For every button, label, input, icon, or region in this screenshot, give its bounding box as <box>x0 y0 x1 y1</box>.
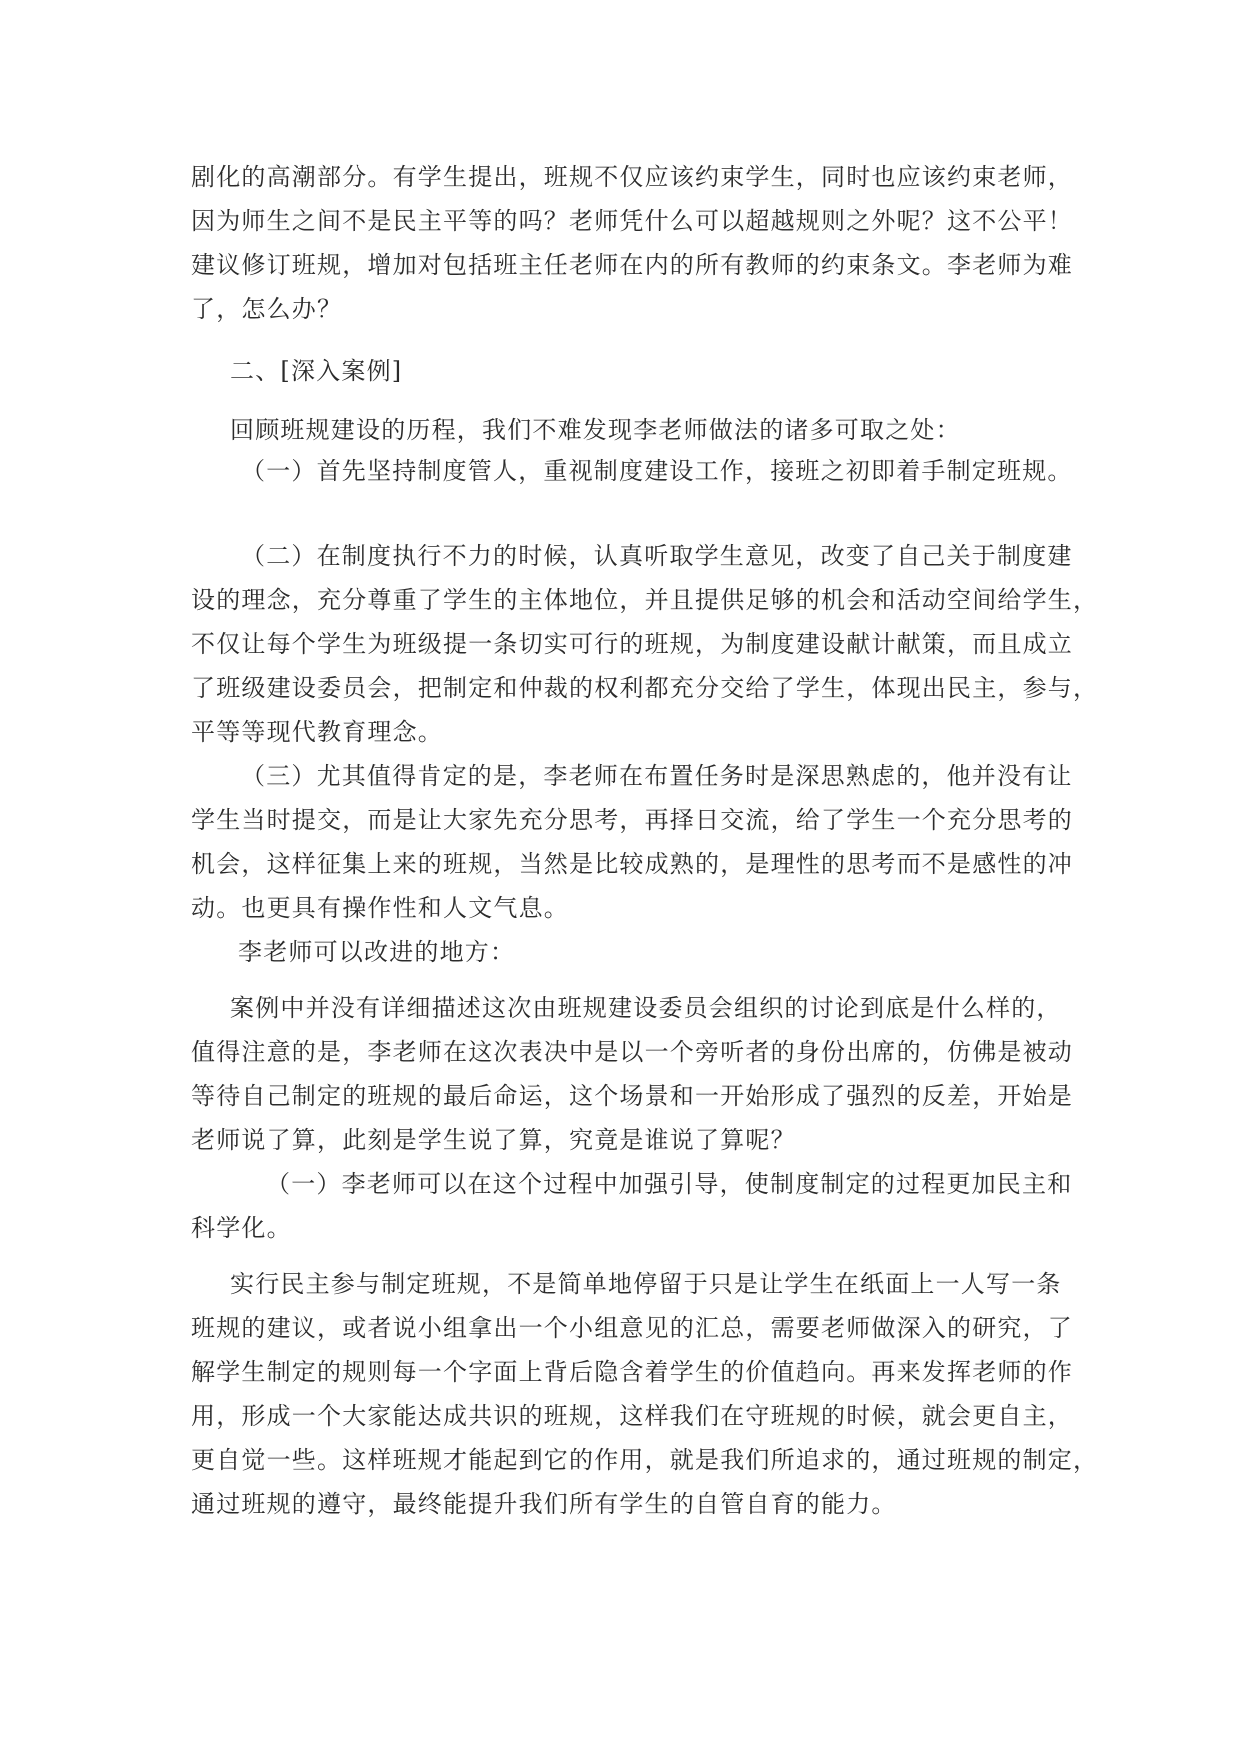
text-line: 学生当时提交，而是让大家先充分思考，再择日交流，给了学生一个充分思考的 <box>191 806 1073 834</box>
text-line: 值得注意的是，李老师在这次表决中是以一个旁听者的身份出席的，仿佛是被动 <box>191 1038 1073 1066</box>
text-line: 老师说了算，此刻是学生说了算，究竟是谁说了算呢？ <box>191 1126 796 1154</box>
text-line: 因为师生之间不是民主平等的吗？老师凭什么可以超越规则之外呢？这不公平！ <box>191 207 1073 235</box>
text-line: （一）首先坚持制度管人，重视制度建设工作，接班之初即着手制定班规。 <box>241 457 1073 485</box>
text-line: 更自觉一些。这样班规才能起到它的作用，就是我们所追求的，通过班规的制定， <box>191 1446 1099 1474</box>
text-line: 了，怎么办？ <box>191 295 343 323</box>
text-line: 建议修订班规，增加对包括班主任老师在内的所有教师的约束条文。李老师为难 <box>191 251 1073 279</box>
text-line: 科学化。 <box>191 1214 292 1242</box>
text-line: 平等等现代教育理念。 <box>191 718 443 746</box>
text-line: 用，形成一个大家能达成共识的班规，这样我们在守班规的时候，就会更自主， <box>191 1402 1073 1430</box>
text-line: 班规的建议，或者说小组拿出一个小组意见的汇总，需要老师做深入的研究，了 <box>191 1314 1073 1342</box>
subheading: 李老师可以改进的地方： <box>238 938 516 966</box>
text-line: 不仅让每个学生为班级提一条切实可行的班规，为制度建设献计献策，而且成立 <box>191 630 1073 658</box>
text-line: 动。也更具有操作性和人文气息。 <box>191 894 569 922</box>
text-line: 实行民主参与制定班规，不是简单地停留于只是让学生在纸面上一人写一条 <box>230 1270 1062 1298</box>
text-line: （二）在制度执行不力的时候，认真听取学生意见，改变了自己关于制度建 <box>241 542 1073 570</box>
text-line: 等待自己制定的班规的最后命运，这个场景和一开始形成了强烈的反差，开始是 <box>191 1082 1073 1110</box>
text-line: 设的理念，充分尊重了学生的主体地位，并且提供足够的机会和活动空间给学生， <box>191 586 1099 614</box>
text-line: 回顾班规建设的历程，我们不难发现李老师做法的诸多可取之处： <box>230 416 961 444</box>
text-line: 解学生制定的规则每一个字面上背后隐含着学生的价值趋向。再来发挥老师的作 <box>191 1358 1073 1386</box>
text-line: 剧化的高潮部分。有学生提出，班规不仅应该约束学生，同时也应该约束老师， <box>191 163 1073 191</box>
text-line: 通过班规的遵守，最终能提升我们所有学生的自管自育的能力。 <box>191 1490 897 1518</box>
text-line: （一）李老师可以在这个过程中加强引导，使制度制定的过程更加民主和 <box>266 1170 1073 1198</box>
text-line: 了班级建设委员会，把制定和仲裁的权利都充分交给了学生，体现出民主，参与， <box>191 674 1099 702</box>
text-line: （三）尤其值得肯定的是，李老师在布置任务时是深思熟虑的，他并没有让 <box>241 762 1073 790</box>
text-line: 机会，这样征集上来的班规，当然是比较成熟的，是理性的思考而不是感性的冲 <box>191 850 1073 878</box>
section-heading: 二、[深入案例] <box>230 357 403 385</box>
text-line: 案例中并没有详细描述这次由班规建设委员会组织的讨论到底是什么样的， <box>230 994 1062 1022</box>
